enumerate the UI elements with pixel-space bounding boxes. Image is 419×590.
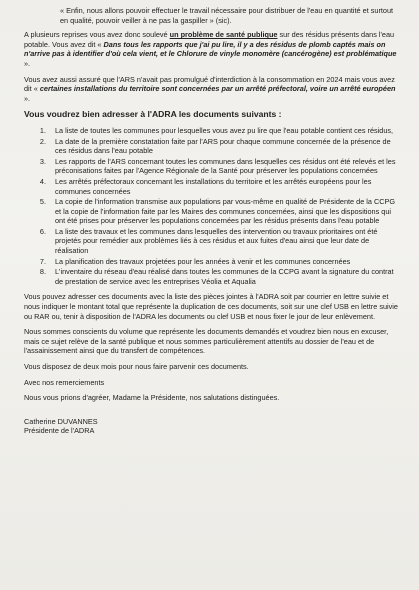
list-item-text: La planification des travaux projetées pour les années à venir et les communes concernées [55, 256, 351, 266]
p2-text-2: certaines installations du territoire sont concernées par un arrêté préfectoral, voire un arrêté européen [39, 84, 396, 94]
list-item-number: 2. [39, 136, 46, 146]
list-item-text: L'inventaire du réseau d'eau réalisé dans toutes les communes de la CCPG avant la signature du contrat de prestation de service avec les entreprises Véolia et Aqualia [55, 267, 394, 286]
paragraph-closing: Nous vous prions d'agréer, Madame la Présidente, nos salutations distinguées. [24, 393, 280, 403]
list-item-number: 4. [39, 176, 46, 186]
list-item [24, 137, 403, 156]
list-item-text: La copie de l'information transmise aux populations par vous-même en qualité de Présidente de la CCPG et la copie de l'information faite par les Maires des communes concernées, ainsi que les dispositions qui ont été prises pour préserver les populations concernées par les résidus présents dans l'eau potable [55, 197, 396, 226]
list-item-text: La liste des travaux et les communes dans lesquelles des intervention ou travaux prioritaires ont été projetés pour remédier aux problèmes liés à ces résidus et aux fuites d'eau ainsi que leur date de réalisation [55, 226, 378, 256]
documents-heading: Vous voudrez bien adresser à l'ADRA les documents suivants : [24, 109, 282, 120]
list-item [24, 227, 403, 256]
list-item-number: 8. [39, 267, 46, 277]
p2-text-1: Vous avez aussi assuré que l'ARS n'avait pas promulgué d'interdiction à la consommation en 2024 mais vous avez dit « [24, 74, 395, 94]
paragraph-deadline: Vous disposez de deux mois pour nous faire parvenir ces documents. [24, 362, 249, 371]
paragraph-apology: Nous sommes conscients du volume que représente les documents demandés et voudrez bien nous en excuser, mais ce sujet relève de la santé publique et nous sommes particulièrement attentifs au dossier de l'eau et de l'assainissement ainsi que du transfert de compétences. [24, 327, 389, 356]
list-item [24, 257, 403, 267]
signature-block [24, 417, 403, 436]
list-item-text: Les rapports de l'ARS concernant toutes les communes dans lesquelles ces résidus ont été relevés et les préconisations faites par l'Agence Régionale de la Santé pour préserver les populations concernées [55, 156, 396, 176]
list-item [24, 126, 403, 136]
list-item [24, 267, 403, 286]
list-item-number: 1. [39, 125, 46, 135]
p1-text-3: sur des résidus présents dans l'eau potable. Vous avez dit « [24, 30, 395, 49]
list-item [24, 197, 403, 226]
list-item-number: 7. [39, 256, 46, 266]
list-item [24, 177, 403, 196]
list-item-text: La liste de toutes les communes pour lesquelles vous avez pu lire que l'eau potable contient ces résidus, [55, 125, 394, 135]
documents-list [24, 126, 403, 287]
list-item-text: Les arrêtés préfectoraux concernant les installations du territoire et les arrêtés européens pour les communes concernées [55, 176, 372, 196]
p2-text-3: ». [24, 93, 31, 103]
paragraph-health-problem [24, 30, 403, 68]
paragraph-delivery: Vous pouvez adresser ces documents avec la liste des pièces jointes à l'ADRA soit par courrier en lettre suivie et nous indiquer le montant total que représente la duplication de ces documents, soit sur une clef USB en lettre suivie ou RAR ou, tenir à disposition de l'ADRA les documents ou clef USB et nous fixer le jour de leur enlèvement. [24, 292, 398, 321]
list-item-number: 5. [39, 197, 46, 207]
p1-text-4: Dans tous les rapports que j'ai pu lire, il y a des résidus de plomb captés mais on n'arrive pas à identifier d'où cela vient, et le Chlorure de vinyle monomère (cancérogène) est problématique [24, 39, 397, 59]
signatory-title: Présidente de l'ADRA [24, 426, 95, 436]
paragraph-ars [24, 75, 403, 104]
p1-text-1: A plusieurs reprises vous avez donc soulevé [24, 30, 170, 40]
list-item-text: La date de la première constatation faite par l'ARS pour chaque commune concernée de la présence de ces résidus dans l'eau potable [55, 136, 391, 156]
paragraph-thanks: Avec nos remerciements [24, 377, 105, 387]
quote-paragraph: « Enfin, nous allons pouvoir effectuer le travail nécessaire pour distribuer de l'eau en quantité et surtout en qualité, pouvoir veiller à ne pas la gaspiller » (sic). [60, 6, 394, 25]
list-item [24, 157, 403, 176]
list-item-number: 6. [39, 226, 46, 236]
p1-text-2: un problème de santé publique [169, 30, 278, 40]
list-item-number: 3. [39, 156, 46, 166]
signatory-name: Catherine DUVANNES [24, 416, 98, 426]
p1-text-5: ». [24, 58, 31, 68]
